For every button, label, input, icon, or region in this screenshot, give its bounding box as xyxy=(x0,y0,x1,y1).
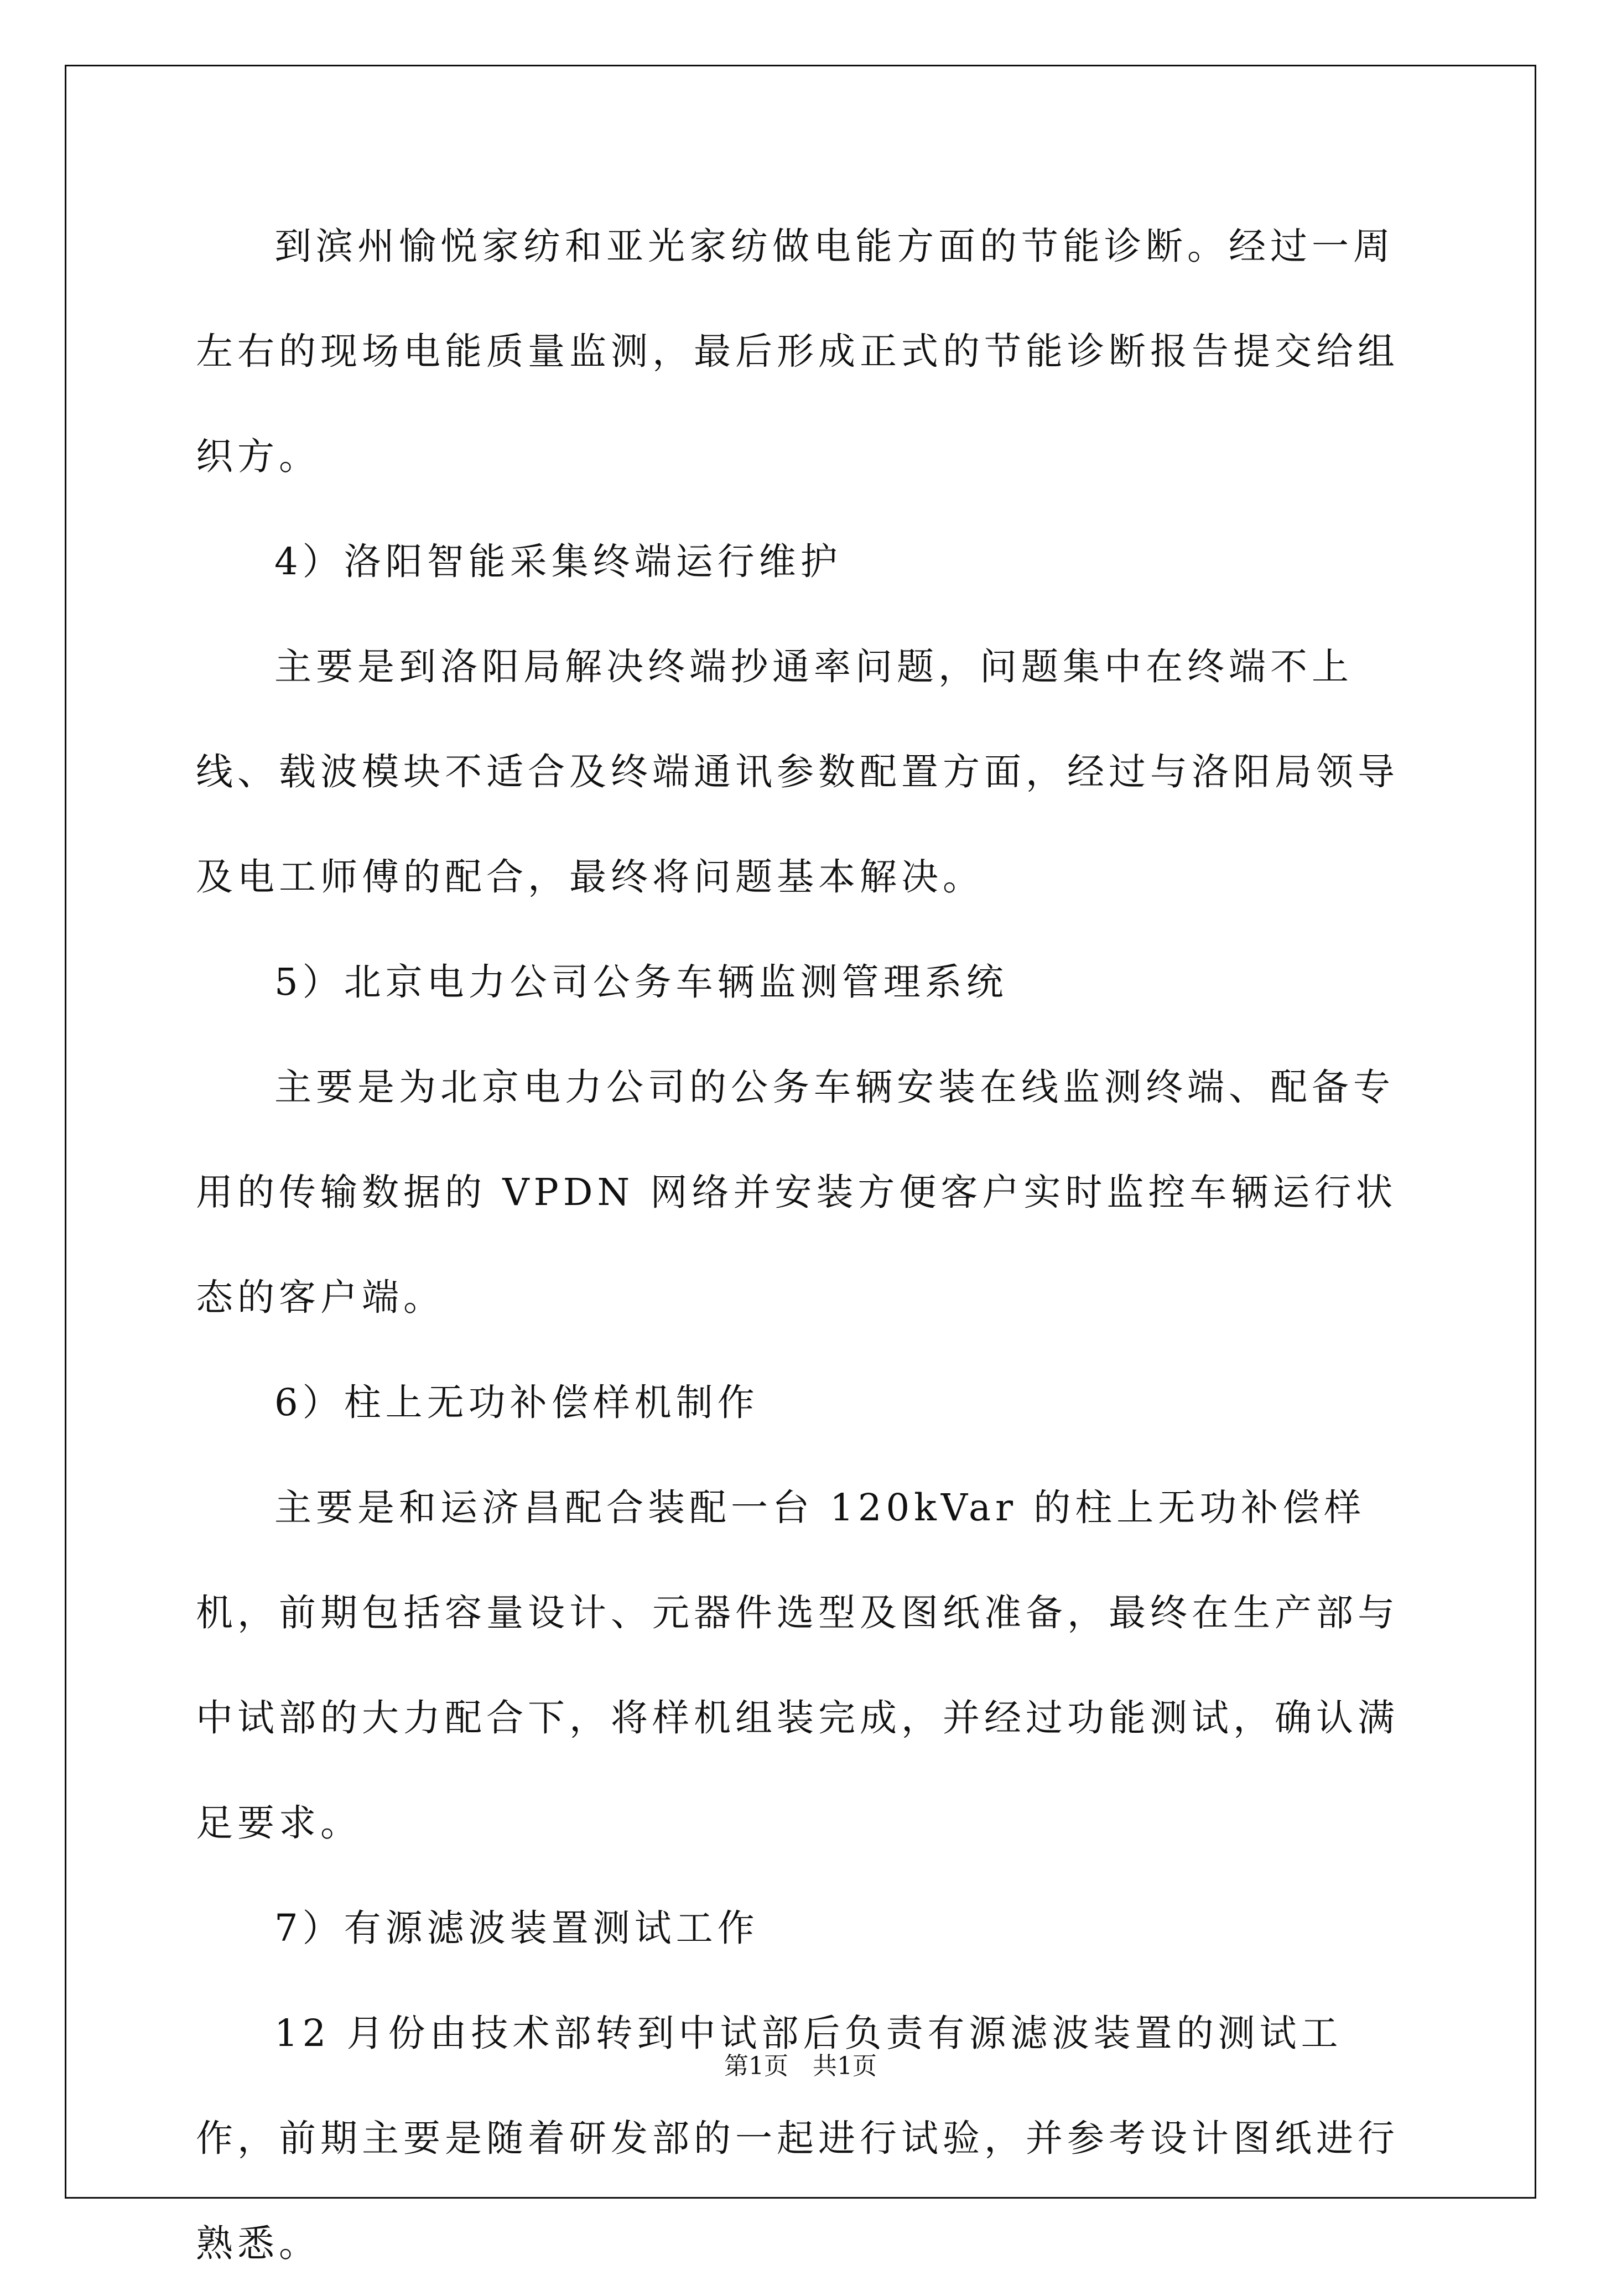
section-heading: 6）柱上无功补偿样机制作 xyxy=(274,1381,759,1424)
paragraph: 主要是为北京电力公司的公务车辆安装在线监测终端、配备专用的传输数据的 VPDN 网络并安装方便客户实时监控车辆运行状态的客户端。 xyxy=(196,1066,1397,1319)
paragraph: 主要是到洛阳局解决终端抄通率问题，问题集中在终端不上线、载波模块不适合及终端通讯参数配置方面，经过与洛阳局领导及电工师傅的配合，最终将问题基本解决。 xyxy=(196,645,1399,898)
document-body xyxy=(196,194,1407,2296)
section-heading: 5）北京电力公司公务车辆监测管理系统 xyxy=(274,960,1008,1004)
section-heading: 7）有源滤波装置测试工作 xyxy=(274,1907,759,1950)
paragraph: 到滨州愉悦家纺和亚光家纺做电能方面的节能诊断。经过一周左右的现场电能质量监测，最后形成正式的节能诊断报告提交给组织方。 xyxy=(196,225,1399,478)
page-number-footer: 第1页 共1页 xyxy=(724,2052,877,2080)
paragraph: 12 月份由技术部转到中试部后负责有源滤波装置的测试工作，前期主要是随着研发部的一起进行试验，并参考设计图纸进行熟悉。 xyxy=(196,2012,1399,2265)
section-heading: 4）洛阳智能采集终端运行维护 xyxy=(274,540,842,583)
paragraph: 主要是和运济昌配合装配一台 120kVar 的柱上无功补偿样机，前期包括容量设计、元器件选型及图纸准备，最终在生产部与中试部的大力配合下，将样机组装完成，并经过功能测试，确认满足要求。 xyxy=(196,1486,1399,1845)
